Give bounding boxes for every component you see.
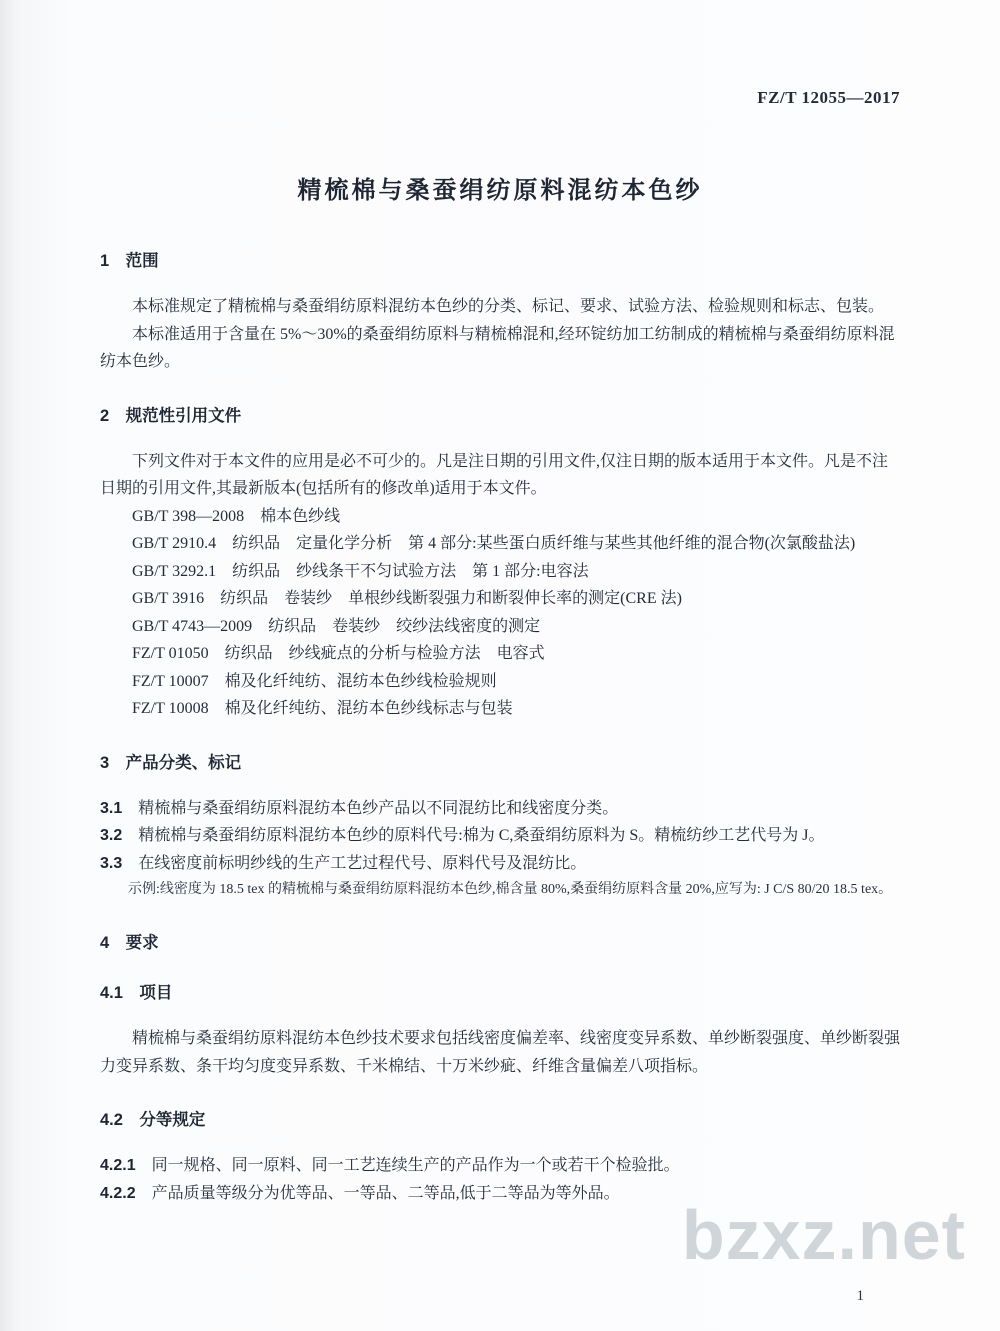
section-4-1-heading: 4.1 项目 [100, 984, 173, 1002]
clause-4-2-1 [100, 1152, 900, 1180]
clause-3-2-number: 3.2 [100, 827, 123, 844]
section-4-1-paragraph: 精梳棉与桑蚕绢纺原料混纺本色纱技术要求包括线密度偏差率、线密度变异系数、单纱断裂强度、单纱断裂强力变异系数、条干均匀度变异系数、千米棉结、十万米纱疵、纤维含量偏差八项指标。 [100, 1030, 901, 1075]
watermark: bzxz.net [681, 1196, 966, 1274]
example-paragraph: 示例:线密度为 18.5 tex 的精梳棉与桑蚕绢纺原料混纺本色纱,棉含量 80%,桑蚕绢纺原料含量 20%,应写为: J C/S 80/20 18.5 tex。 [128, 882, 893, 897]
reference-item-3: GB/T 3292.1 纺织品 纱线条干不匀试验方法 第 1 部分:电容法 [132, 562, 589, 580]
reference-item-8: FZ/T 10008 棉及化纤纯纺、混纺本色纱线标志与包装 [132, 700, 513, 717]
document-title: 精梳棉与桑蚕绢纺原料混纺本色纱 [297, 177, 703, 204]
clause-3-3 [100, 850, 900, 878]
clause-4-2-1-text: 同一规格、同一原料、同一工艺连续生产的产品作为一个或若干个检验批。 [151, 1157, 680, 1174]
section-3-heading: 3 产品分类、标记 [100, 753, 242, 772]
reference-item-2: GB/T 2910.4 纺织品 定量化学分析 第 4 部分:某些蛋白质纤维与某些其他纤维的混合物(次氯酸盐法) [132, 535, 856, 552]
clause-4-2-2-text: 产品质量等级分为优等品、一等品、二等品,低于二等品为等外品。 [151, 1184, 620, 1202]
section-4-heading: 4 要求 [100, 934, 159, 952]
clause-4-2-1-number: 4.2.1 [100, 1157, 136, 1174]
section-2-heading: 2 规范性引用文件 [100, 406, 242, 425]
clause-3-3-text: 在线密度前标明纱线的生产工艺过程代号、原料代号及混纺比。 [138, 854, 587, 872]
clause-3-1 [100, 795, 900, 823]
reference-item-7: FZ/T 10007 棉及化纤纯纺、混纺本色纱线检验规则 [132, 672, 497, 690]
reference-item-5: GB/T 4743—2009 纺织品 卷装纱 绞纱法线密度的测定 [132, 617, 541, 635]
reference-item-6: FZ/T 01050 纺织品 纱线疵点的分析与检验方法 电容式 [132, 645, 545, 662]
clause-4-2-2 [100, 1180, 900, 1208]
section-1-paragraph-1: 本标准规定了精梳棉与桑蚕绢纺原料混纺本色纱的分类、标记、要求、试验方法、检验规则和标志、包装。 [132, 298, 885, 315]
clause-3-1-text: 精梳棉与桑蚕绢纺原料混纺本色纱产品以不同混纺比和线密度分类。 [138, 799, 619, 817]
clause-4-2-2-number: 4.2.2 [100, 1184, 136, 1202]
standard-number: FZ/T 12055—2017 [757, 88, 900, 107]
section-1-heading: 1 范围 [100, 252, 159, 270]
reference-item-1: GB/T 398—2008 棉本色纱线 [132, 507, 341, 525]
reference-item-4: GB/T 3916 纺织品 卷装纱 单根纱线断裂强力和断裂伸长率的测定(CRE 法) [132, 590, 682, 607]
clause-3-1-number: 3.1 [100, 799, 123, 817]
page-number: 1 [856, 1288, 864, 1304]
clause-3-3-number: 3.3 [100, 854, 123, 872]
clause-3-2 [100, 822, 900, 850]
section-2-intro: 下列文件对于本文件的应用是必不可少的。凡是注日期的引用文件,仅注日期的版本适用于本文件。凡是不注日期的引用文件,其最新版本(包括所有的修改单)适用于本文件。 [100, 452, 889, 497]
clause-3-2-text: 精梳棉与桑蚕绢纺原料混纺本色纱的原料代号:棉为 C,桑蚕绢纺原料为 S。精梳纺纱工艺代号为 J。 [138, 827, 825, 844]
section-4-2-heading: 4.2 分等规定 [100, 1111, 206, 1129]
section-1-paragraph-2: 本标准适用于含量在 5%～30%的桑蚕绢纺原料与精梳棉混和,经环锭纺加工纺制成的精梳棉与桑蚕绢纺原料混纺本色纱。 [100, 325, 895, 370]
